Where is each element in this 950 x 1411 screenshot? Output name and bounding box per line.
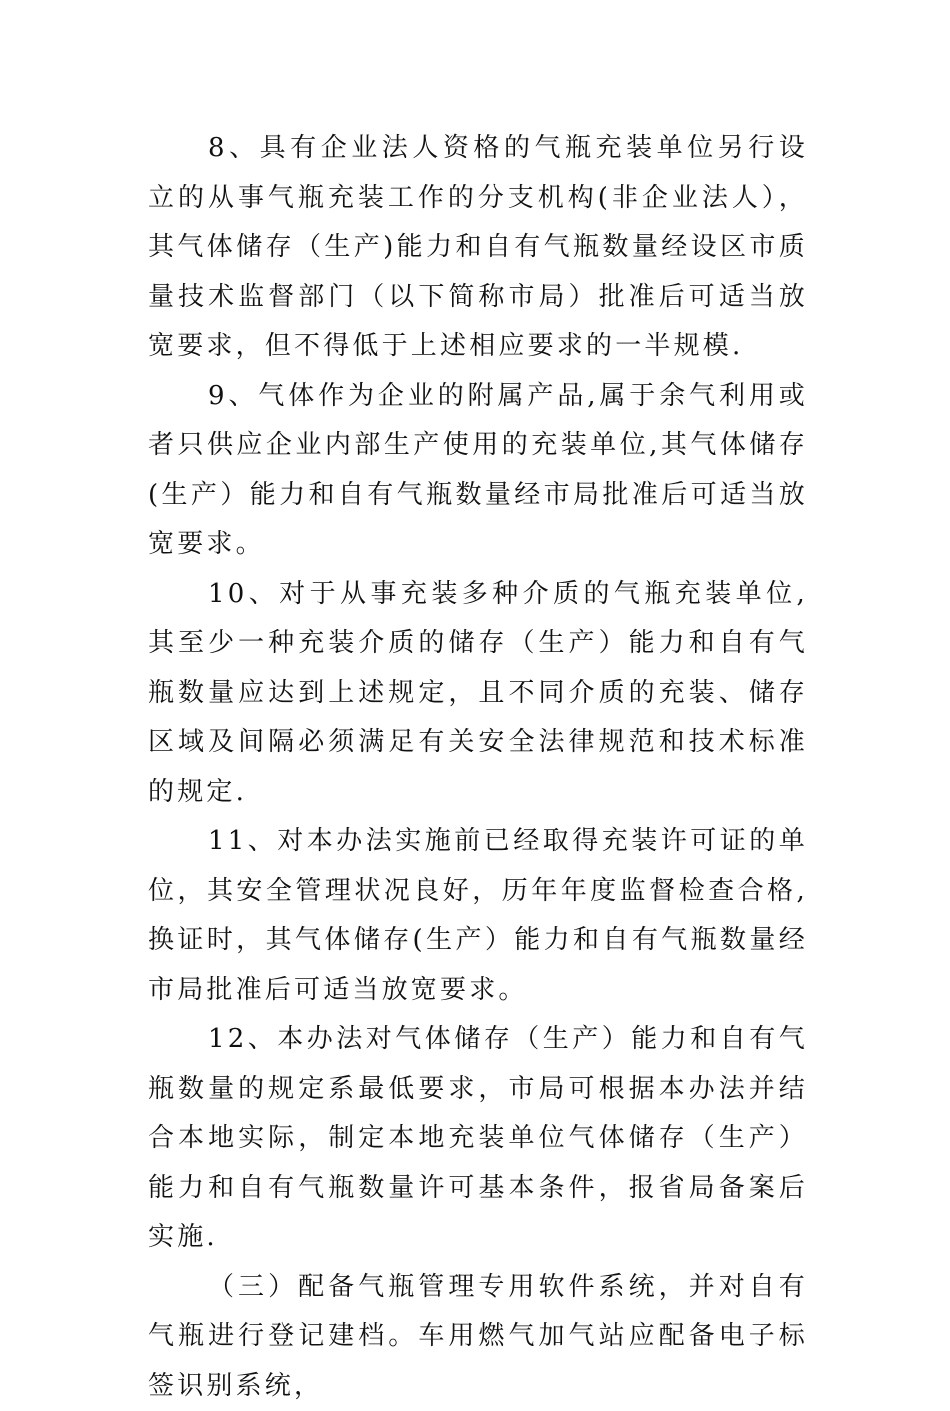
paragraph-item-11: 11、对本办法实施前已经取得充装许可证的单位，其安全管理状况良好，历年年度监督检查合格,换证时，其气体储存(生产）能力和自有气瓶数量经市局批准后可适当放宽要求。 bbox=[148, 817, 808, 1015]
paragraph-item-12: 12、本办法对气体储存（生产）能力和自有气瓶数量的规定系最低要求，市局可根据本办法并结合本地实际，制定本地充装单位气体储存（生产）能力和自有气瓶数量许可基本条件，报省局备案后实施. bbox=[148, 1015, 808, 1263]
paragraph-item-8: 8、具有企业法人资格的气瓶充装单位另行设立的从事气瓶充装工作的分支机构(非企业法人），其气体储存（生产)能力和自有气瓶数量经设区市质量技术监督部门（以下简称市局）批准后可适当放宽要求，但不得低于上述相应要求的一半规模. bbox=[148, 124, 808, 372]
paragraph-item-9: 9、气体作为企业的附属产品,属于余气利用或者只供应企业内部生产使用的充装单位,其气体储存(生产）能力和自有气瓶数量经市局批准后可适当放宽要求。 bbox=[148, 372, 808, 570]
paragraph-item-10: 10、对于从事充装多种介质的气瓶充装单位,其至少一种充装介质的储存（生产）能力和自有气瓶数量应达到上述规定，且不同介质的充装、储存区域及间隔必须满足有关安全法律规范和技术标准的规定. bbox=[148, 570, 808, 818]
document-body bbox=[148, 124, 808, 1411]
paragraph-section-3: （三）配备气瓶管理专用软件系统，并对自有气瓶进行登记建档。车用燃气加气站应配备电子标签识别系统， bbox=[148, 1263, 808, 1411]
